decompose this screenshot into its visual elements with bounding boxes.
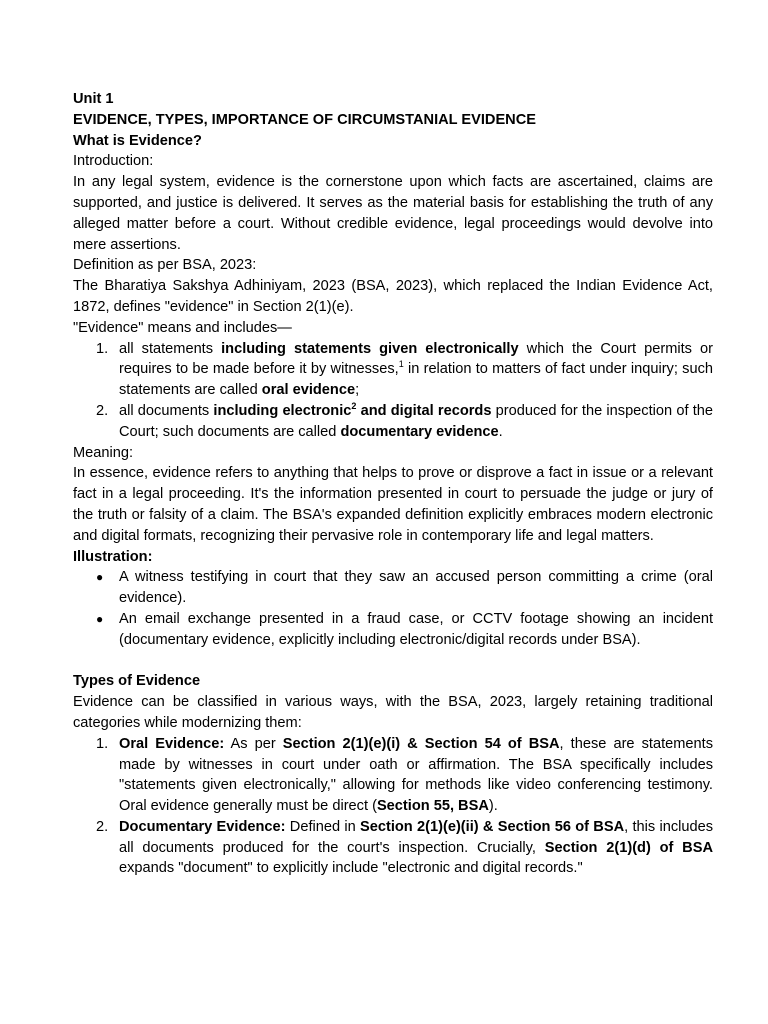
- type-title: Oral Evidence:: [119, 735, 225, 752]
- bold-span: including statements given electronically: [221, 340, 519, 357]
- illustration-label: Illustration:: [73, 548, 153, 565]
- list-item: [73, 567, 713, 609]
- text-span: As per: [224, 735, 283, 752]
- list-number: 1.: [96, 735, 109, 752]
- list-number: 2.: [96, 818, 109, 835]
- text-span: Defined in: [285, 818, 361, 835]
- footnote-ref-1: 1: [398, 359, 404, 370]
- definition-list: [73, 339, 713, 443]
- bold-span: oral evidence: [261, 382, 356, 399]
- definition-item-documentary: [73, 401, 713, 443]
- definition-label: Definition as per BSA, 2023:: [73, 257, 257, 274]
- text-span: in relation to matters of fact under inquiry; such statements are called: [119, 361, 713, 399]
- bold-span: Section 55, BSA: [376, 798, 489, 815]
- text-span: , these are statements made by witnesses in court under oath or affirmation. The BSA specifically includes "statements given electronically," allowing for methods like video conferencing testimony. Oral evidence generally must be direct (: [119, 735, 713, 815]
- type-item-documentary: [73, 817, 713, 879]
- types-intro-paragraph: Evidence can be classified in various ways, with the BSA, 2023, largely retaining traditional categories while modernizing them:: [73, 694, 713, 731]
- text-span: produced for the inspection of the Court; such documents are called: [119, 402, 713, 440]
- list-number: 2.: [96, 402, 109, 419]
- bold-span: documentary evidence: [340, 423, 499, 440]
- bullet-icon: ●: [96, 611, 104, 626]
- text-span: , this includes all documents produced for the court's inspection. Crucially,: [119, 818, 714, 856]
- text-span: ).: [488, 798, 498, 815]
- bold-span: including electronic: [213, 402, 352, 419]
- bold-span: Section 2(1)(e)(ii) & Section 56 of BSA: [360, 818, 625, 835]
- list-number: 1.: [96, 340, 109, 357]
- footnote-ref-2: 2: [351, 401, 357, 412]
- text-span: expands "document" to explicitly include "electronic and digital records.": [119, 860, 583, 877]
- illustration-text: An email exchange presented in a fraud case, or CCTV footage showing an incident (documentary evidence, explicitly including electronic/digital records under BSA).: [119, 610, 713, 648]
- introduction-paragraph: In any legal system, evidence is the cornerstone upon which facts are ascertained, claims are supported, and justice is delivered. It serves as the material basis for establishing the truth of any alleged matter before a court. Without credible evidence, legal proceedings would devolve into mere assertions.: [73, 174, 713, 253]
- type-title: Documentary Evidence:: [119, 818, 286, 835]
- types-heading: Types of Evidence: [73, 673, 201, 690]
- list-item: [73, 609, 713, 651]
- text-span: .: [498, 423, 503, 440]
- illustration-text: A witness testifying in court that they saw an accused person committing a crime (oral evidence).: [119, 569, 713, 607]
- illustration-list: [73, 567, 713, 650]
- bold-span: Section 2(1)(e)(i) & Section 54 of BSA: [282, 735, 560, 752]
- type-item-oral: [73, 734, 713, 817]
- text-span: all statements: [119, 340, 222, 357]
- bold-span: Section 2(1)(d) of BSA: [544, 839, 713, 856]
- bold-span: and digital records: [356, 402, 492, 419]
- meaning-paragraph: In essence, evidence refers to anything that helps to prove or disprove a fact in issue or a relevant fact in a legal proceeding. It's the information presented in court to persuade the judge or jury of the truth or falsity of a claim. The BSA's expanded definition explicitly embraces modern electronic and digital formats, recognizing their pervasive role in contemporary life and legal matters.: [73, 465, 713, 544]
- text-span: which the Court permits or requires to be made before it by witnesses,: [119, 340, 713, 378]
- paragraph-spacer: [73, 651, 713, 672]
- meaning-label: Meaning:: [73, 444, 134, 461]
- definition-item-oral: [73, 339, 713, 401]
- evidence-means-label: "Evidence" means and includes—: [73, 319, 292, 336]
- types-list: [73, 734, 713, 880]
- definition-paragraph: The Bharatiya Sakshya Adhiniyam, 2023 (BSA, 2023), which replaced the Indian Evidence Act, 1872, defines "evidence" in Section 2(1)(e).: [73, 278, 713, 315]
- document-content: [73, 89, 713, 879]
- bullet-icon: ●: [96, 570, 104, 585]
- text-span: all documents: [119, 402, 214, 419]
- introduction-label: Introduction:: [73, 153, 154, 170]
- unit-label: Unit 1: [73, 91, 114, 107]
- chapter-heading: EVIDENCE, TYPES, IMPORTANCE OF CIRCUMSTANIAL EVIDENCE: [73, 111, 536, 128]
- section-heading-what-is-evidence: What is Evidence?: [73, 132, 202, 149]
- text-span: ;: [355, 382, 360, 399]
